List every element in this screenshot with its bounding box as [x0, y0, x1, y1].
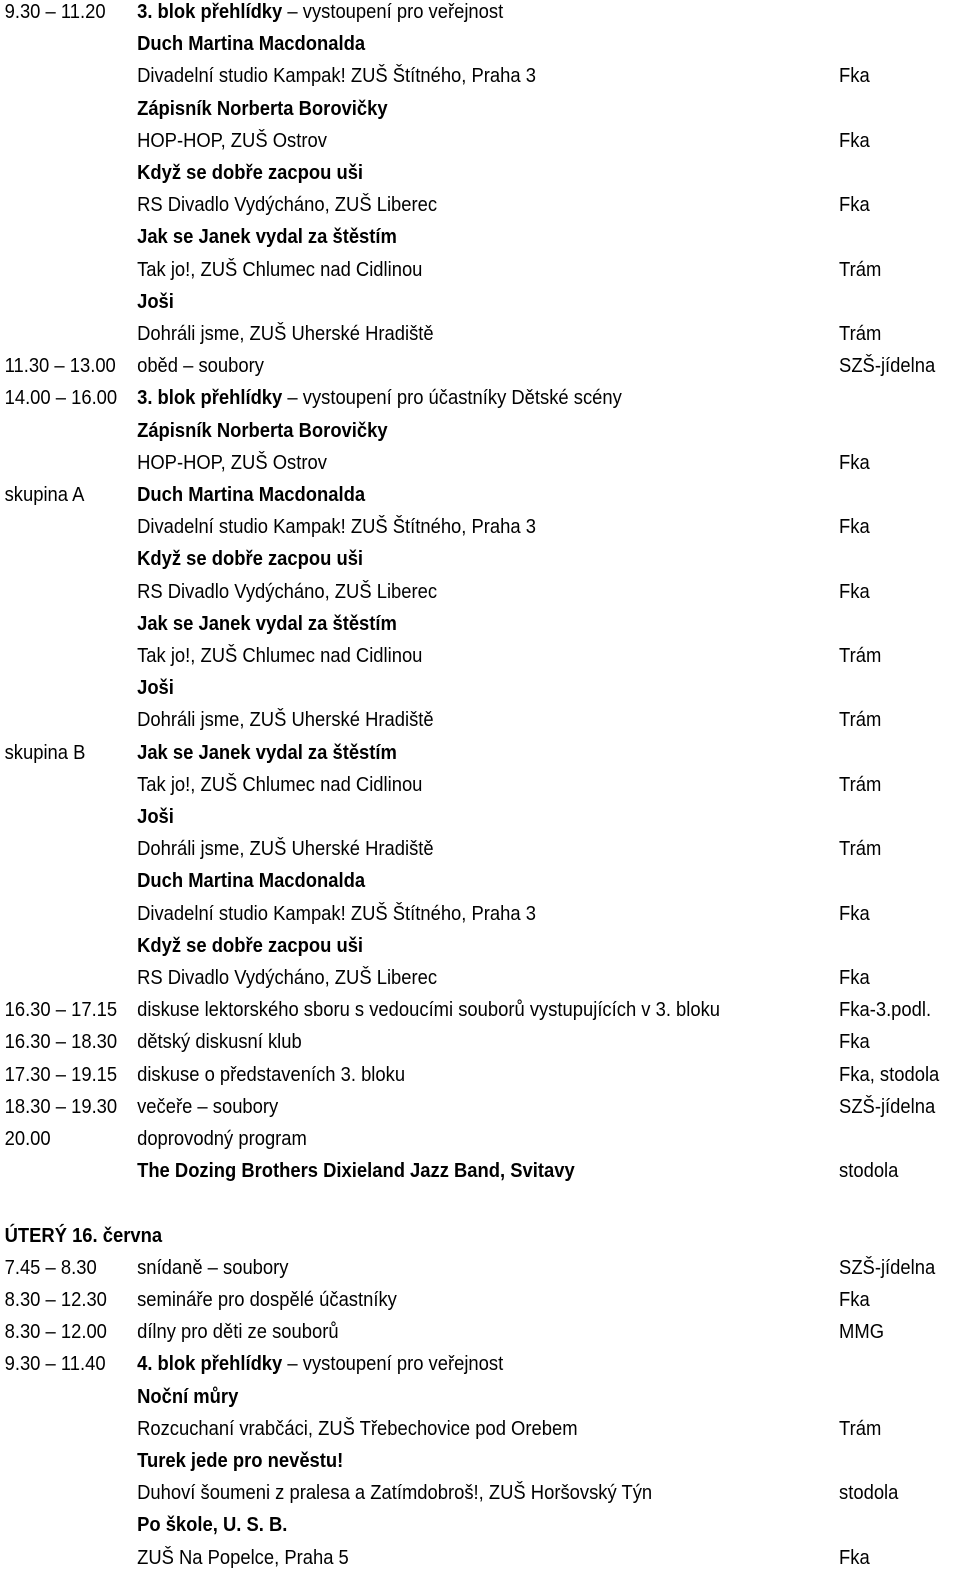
time-cell: 9.30 – 11.20 [4, 1, 106, 23]
entry-text: snídaně – soubory [137, 1256, 289, 1279]
entry-cell [137, 447, 327, 479]
day-heading [0, 1220, 883, 1252]
entry-text: semináře pro dospělé účastníky [137, 1289, 397, 1311]
schedule-row [0, 801, 883, 833]
entry-text: RS Divadlo Vydýcháno, ZUŠ Liberec [137, 194, 438, 217]
entry-text: – vystoupení pro veřejnost [282, 1353, 504, 1376]
venue-cell: Trám [839, 645, 882, 667]
venue-cell: Trám [839, 323, 882, 345]
schedule-row [0, 125, 883, 157]
entry-cell [137, 1477, 652, 1509]
entry-cell [137, 1284, 397, 1316]
entry-cell [137, 189, 437, 221]
entry-cell [137, 1252, 288, 1284]
venue-cell: Fka [839, 1031, 870, 1054]
schedule-row [0, 189, 883, 221]
entry-cell [137, 865, 365, 897]
schedule-row [0, 157, 883, 189]
entry-text: Divadelní studio Kampak! ZUŠ Štítného, Praha 3 [137, 516, 536, 539]
schedule-row [0, 865, 883, 897]
schedule-row [0, 1026, 883, 1058]
entry-title: Jak se Janek vydal za štěstím [137, 741, 397, 764]
venue-cell: Fka [839, 902, 870, 925]
schedule-row [0, 1316, 883, 1348]
venue-cell: SZŠ-jídelna [839, 1256, 936, 1279]
entry-title: 4. blok přehlídky [137, 1353, 283, 1376]
entry-title: Když se dobře zacpou uši [137, 548, 364, 571]
venue-cell: Trám [839, 773, 882, 796]
entry-cell [137, 60, 536, 92]
entry-cell [137, 350, 264, 382]
entry-cell [137, 898, 536, 930]
venue-cell: stodola [839, 1160, 899, 1183]
entry-cell [137, 28, 365, 60]
schedule-row [0, 254, 883, 286]
entry-text: HOP-HOP, ZUŠ Ostrov [137, 129, 327, 152]
entry-cell [137, 1348, 503, 1380]
schedule-row [0, 511, 883, 543]
venue-cell: Fka [839, 580, 870, 603]
entry-cell [137, 0, 503, 28]
entry-title: Zápisník Norberta Borovičky [137, 419, 388, 442]
entry-text: Divadelní studio Kampak! ZUŠ Štítného, Praha 3 [137, 65, 536, 88]
time-cell: 20.00 [4, 1128, 51, 1150]
schedule-row [0, 930, 883, 962]
entry-title: Duch Martina Macdonalda [137, 870, 366, 893]
schedule-row [0, 1509, 883, 1541]
schedule-row [0, 60, 883, 92]
entry-title: Když se dobře zacpou uši [137, 162, 364, 184]
time-cell: skupina A [4, 484, 85, 506]
schedule-row [0, 962, 883, 994]
schedule-row [0, 576, 883, 608]
entry-text: HOP-HOP, ZUŠ Ostrov [137, 451, 327, 474]
entry-title: Po škole, U. S. B. [137, 1514, 288, 1537]
time-cell: 16.30 – 17.15 [4, 999, 118, 1022]
entry-text: dílny pro děti ze souborů [137, 1321, 339, 1344]
schedule-row [0, 1252, 936, 1284]
entry-text: večeře – soubory [137, 1095, 279, 1118]
entry-text: – vystoupení pro veřejnost [282, 1, 504, 23]
schedule-row [0, 479, 883, 511]
entry-cell [137, 1091, 278, 1123]
schedule-row [0, 221, 883, 253]
entry-cell [137, 1155, 575, 1187]
entry-cell [137, 221, 397, 253]
venue-cell: Trám [839, 709, 882, 732]
entry-cell [137, 640, 422, 672]
entry-cell [137, 769, 422, 801]
schedule-row [0, 1413, 883, 1445]
entry-text: RS Divadlo Vydýcháno, ZUŠ Liberec [137, 580, 438, 603]
schedule-row [0, 833, 883, 865]
entry-text: Divadelní studio Kampak! ZUŠ Štítného, Praha 3 [137, 902, 536, 925]
entry-title: Joši [137, 677, 174, 700]
venue-cell: Fka [839, 65, 870, 88]
entry-cell [137, 801, 174, 833]
time-cell: 11.30 – 13.00 [4, 355, 116, 378]
venue-cell: SZŠ-jídelna [839, 355, 936, 378]
schedule-row [0, 93, 883, 125]
entry-cell [137, 93, 388, 125]
entry-cell [137, 1445, 343, 1477]
entry-text: Tak jo!, ZUŠ Chlumec nad Cidlinou [137, 645, 423, 667]
entry-text: Dohráli jsme, ZUŠ Uherské Hradiště [137, 323, 434, 345]
entry-title: Noční můry [137, 1385, 239, 1408]
entry-title: Joši [137, 806, 174, 828]
entry-text: diskuse lektorského sboru s vedoucími souborů vystupujících v 3. bloku [137, 999, 721, 1022]
time-cell: 18.30 – 19.30 [4, 1095, 118, 1118]
entry-text: oběd – soubory [137, 355, 264, 378]
entry-text: Tak jo!, ZUŠ Chlumec nad Cidlinou [137, 258, 423, 281]
entry-cell [137, 125, 327, 157]
schedule-row [0, 737, 883, 769]
entry-text: Rozcuchaní vrabčáci, ZUŠ Třebechovice pod Orebem [137, 1417, 578, 1440]
time-cell: 7.45 – 8.30 [4, 1256, 97, 1279]
time-cell: 9.30 – 11.40 [4, 1353, 106, 1376]
entry-cell [137, 962, 437, 994]
entry-cell [137, 543, 363, 575]
venue-cell: Fka [839, 129, 870, 152]
schedule-row [0, 0, 883, 28]
schedule-row [0, 1477, 899, 1509]
entry-title: 3. blok přehlídky [137, 1, 283, 23]
schedule-row [0, 608, 883, 640]
entry-cell [137, 1381, 238, 1413]
entry-cell [137, 415, 388, 447]
venue-cell: Fka [839, 1546, 870, 1569]
entry-text: Dohráli jsme, ZUŠ Uherské Hradiště [137, 838, 434, 861]
entry-cell [137, 704, 434, 736]
venue-cell: Fka, stodola [839, 1063, 940, 1086]
schedule-row [0, 543, 883, 575]
schedule-row [0, 415, 883, 447]
entry-title: Zápisník Norberta Borovičky [137, 97, 388, 120]
time-cell: 16.30 – 18.30 [4, 1031, 118, 1054]
entry-title: Duch Martina Macdonalda [137, 33, 366, 56]
venue-cell: Fka [839, 516, 870, 539]
entry-title: Joši [137, 290, 174, 313]
schedule-row [0, 769, 883, 801]
entry-cell [137, 511, 536, 543]
schedule-row [0, 382, 883, 414]
venue-cell: Fka [839, 967, 870, 989]
venue-cell: Fka [839, 1289, 870, 1311]
schedule-row [0, 1155, 899, 1187]
schedule-row [0, 1542, 883, 1574]
entry-text: – vystoupení pro účastníky Dětské scény [282, 387, 622, 410]
entry-cell [137, 286, 174, 318]
entry-cell [137, 737, 397, 769]
time-cell: 17.30 – 19.15 [4, 1063, 118, 1086]
entry-text: doprovodný program [137, 1128, 307, 1150]
entry-cell [137, 157, 363, 189]
entry-text: Tak jo!, ZUŠ Chlumec nad Cidlinou [137, 773, 423, 796]
entry-cell [137, 382, 622, 414]
venue-cell: Fka [839, 194, 870, 217]
entry-text: Dohráli jsme, ZUŠ Uherské Hradiště [137, 709, 434, 732]
venue-cell: MMG [839, 1321, 885, 1344]
schedule-row [0, 1445, 883, 1477]
entry-title: Jak se Janek vydal za štěstím [137, 226, 397, 249]
schedule-row [0, 318, 883, 350]
entry-text: ZUŠ Na Popelce, Praha 5 [137, 1546, 349, 1569]
entry-cell [137, 833, 434, 865]
entry-title: The Dozing Brothers Dixieland Jazz Band, Svitavy [137, 1160, 575, 1183]
schedule-row [0, 28, 883, 60]
venue-cell: Fka [839, 451, 870, 474]
entry-cell [137, 479, 365, 511]
schedule-row [0, 1059, 940, 1091]
entry-cell [137, 1413, 577, 1445]
entry-text: diskuse o představeních 3. bloku [137, 1063, 406, 1086]
venue-cell: SZŠ-jídelna [839, 1095, 936, 1118]
entry-cell [137, 576, 437, 608]
entry-cell [137, 1542, 349, 1574]
entry-text: Duhoví šoumeni z pralesa a Zatímdobroš!, ZUŠ Horšovský Týn [137, 1482, 653, 1505]
entry-title: Když se dobře zacpou uši [137, 934, 364, 957]
venue-cell: Trám [839, 258, 882, 281]
entry-cell [137, 672, 174, 704]
schedule-row [0, 1348, 883, 1380]
schedule-row [0, 1381, 883, 1413]
schedule-row [0, 898, 883, 930]
venue-cell: Trám [839, 838, 882, 861]
entry-title: Turek jede pro nevěstu! [137, 1450, 344, 1472]
schedule-row [0, 447, 883, 479]
entry-title: 3. blok přehlídky [137, 387, 283, 410]
schedule-row [0, 704, 883, 736]
entry-cell [137, 1123, 307, 1155]
entry-cell [137, 930, 363, 962]
day-heading-text: ÚTERÝ 16. června [4, 1224, 163, 1247]
schedule-row [0, 994, 932, 1026]
entry-text: RS Divadlo Vydýcháno, ZUŠ Liberec [137, 967, 438, 989]
entry-title: Duch Martina Macdonalda [137, 484, 366, 506]
time-cell: 8.30 – 12.30 [4, 1289, 107, 1311]
time-cell: skupina B [4, 741, 86, 764]
entry-cell [137, 608, 397, 640]
schedule-row [0, 1123, 883, 1155]
entry-cell [137, 1026, 302, 1058]
entry-cell [137, 994, 720, 1026]
entry-cell [137, 1059, 405, 1091]
schedule-row [0, 1091, 936, 1123]
entry-cell [137, 1509, 287, 1541]
entry-text: dětský diskusní klub [137, 1031, 302, 1054]
entry-cell [137, 1316, 339, 1348]
schedule-row [0, 672, 883, 704]
entry-title: Jak se Janek vydal za štěstím [137, 612, 397, 635]
schedule-row [0, 350, 936, 382]
schedule-row [0, 1284, 883, 1316]
entry-cell [137, 254, 422, 286]
venue-cell: Trám [839, 1417, 882, 1440]
time-cell: 14.00 – 16.00 [4, 387, 118, 410]
venue-cell: stodola [839, 1482, 899, 1505]
entry-cell [137, 318, 434, 350]
time-cell: 8.30 – 12.00 [4, 1321, 107, 1344]
schedule-row [0, 640, 883, 672]
venue-cell: Fka-3.podl. [839, 999, 932, 1022]
schedule-row [0, 286, 883, 318]
